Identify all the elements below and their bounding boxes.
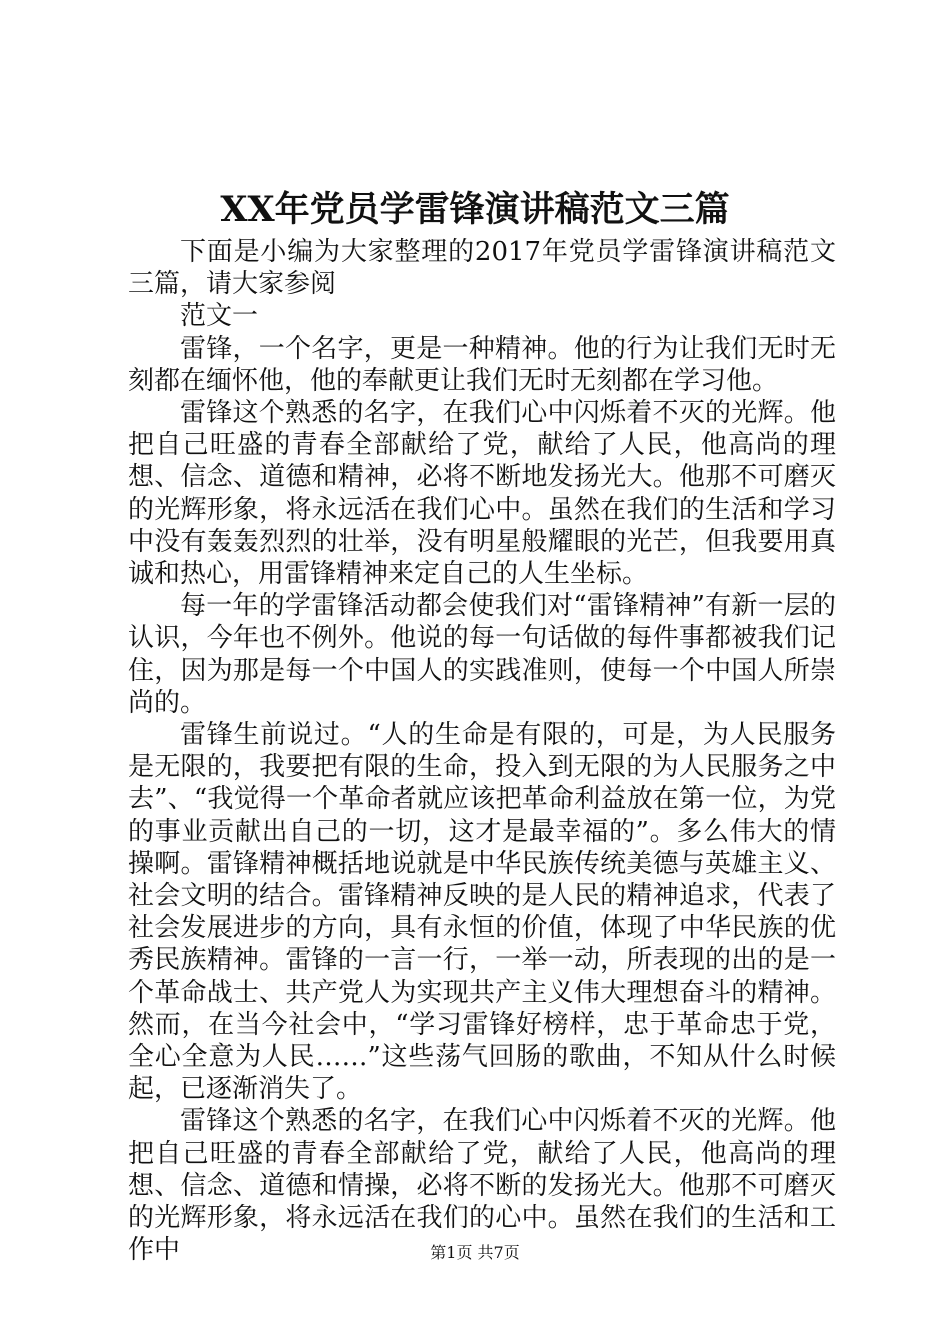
document-title: XX年党员学雷锋演讲稿范文三篇 — [220, 189, 730, 230]
page-number-footer: 第1页 共7页 — [430, 1243, 520, 1262]
paragraph: 雷锋这个熟悉的名字，在我们心中闪烁着不灭的光辉。他把自己旺盛的青春全部献给了党，献给了人民，他高尚的理想、信念、道德和精神，必将不断地发扬光大。他那不可磨灭的光辉形象，将永远活在我们心中。虽然在我们的生活和学习中没有轰轰烈烈的壮举，没有明星般耀眼的光芒，但我要用真诚和热心，用雷锋精神来定自己的人生坐标。 — [128, 398, 836, 590]
paragraph-intro: 下面是小编为大家整理的2017年党员学雷锋演讲稿范文三篇，请大家参阅 — [128, 237, 836, 300]
section-heading-sample-one: 范文一 — [180, 301, 259, 332]
paragraph: 雷锋这个熟悉的名字，在我们心中闪烁着不灭的光辉。他把自己旺盛的青春全部献给了党，献给了人民，他高尚的理想、信念、道德和情操，必将不断的发扬光大。他那不可磨灭的光辉形象，将永远活在我们的心中。虽然在我们的生活和工作中 — [128, 1106, 836, 1266]
document-body — [128, 236, 836, 1267]
paragraph: 每一年的学雷锋活动都会使我们对“雷锋精神”有新一层的认识，今年也不例外。他说的每一句话做的每件事都被我们记住，因为那是每一个中国人的实践准则，使每一个中国人所崇尚的。 — [128, 591, 836, 718]
paragraph: 雷锋，一个名字，更是一种精神。他的行为让我们无时无刻都在缅怀他，他的奉献更让我们无时无刻都在学习他。 — [128, 333, 836, 396]
paragraph: 雷锋生前说过。“人的生命是有限的，可是，为人民服务是无限的，我要把有限的生命，投入到无限的为人民服务之中去”、“我觉得一个革命者就应该把革命利益放在第一位，为党的事业贡献出自己的一切，这才是最幸福的”。多么伟大的情操啊。雷锋精神概括地说就是中华民族传统美德与英雄主义、社会文明的结合。雷锋精神反映的是人民的精神追求，代表了社会发展进步的方向，具有永恒的价值，体现了中华民族的优秀民族精神。雷锋的一言一行，一举一动，所表现的出的是一个革命战士、共产党人为实现共产主义伟大理想奋斗的精神。然而，在当今社会中，“学习雷锋好榜样，忠于革命忠于党，全心全意为人民……”这些荡气回肠的歌曲，不知从什么时候起，已逐渐消失了。 — [128, 720, 836, 1105]
